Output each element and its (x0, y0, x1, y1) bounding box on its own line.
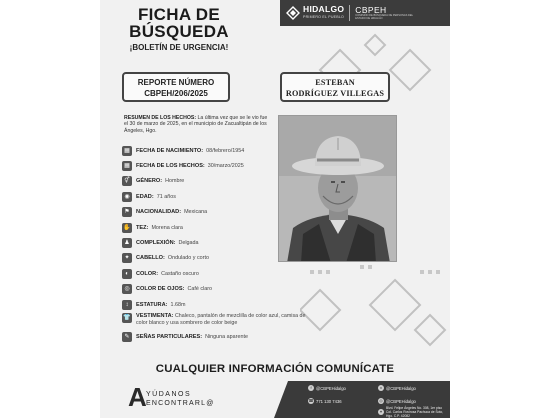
phone-icon: ☎ (308, 398, 314, 403)
field-value: Café claro (187, 286, 213, 293)
field-clothing (122, 312, 312, 329)
help-logo-letter: A (128, 382, 147, 412)
social-handle: @CBPEHidalgo (316, 385, 346, 391)
skin-icon: ✋ (123, 224, 131, 231)
field-value: 71 años (156, 193, 176, 200)
contact-instagram[interactable] (378, 398, 416, 404)
report-number: CBPEH/206/2025 (144, 89, 208, 98)
field-label: ESTATURA: (136, 301, 168, 308)
field-label: COMPLEXIÓN: (136, 240, 176, 247)
marks-icon: ✎ (122, 332, 132, 342)
help-logo-line-1: YÚDANOS (146, 391, 192, 398)
ayudanos-encontrarla-logo (128, 383, 218, 413)
field-label: FECHA DE LOS HECHOS: (136, 163, 205, 170)
field-value: Ondulado y corto (167, 255, 209, 262)
field-label: COLOR: (136, 270, 159, 277)
title-block (100, 6, 258, 52)
gender-icon: ⚥ (122, 176, 132, 186)
social-x[interactable] (378, 385, 416, 391)
government-logo-bar (280, 0, 450, 26)
x-icon: x (380, 385, 382, 390)
report-number-badge (122, 72, 230, 102)
urgency-subtitle: ¡BOLETÍN DE URGENCIA! (129, 43, 229, 52)
contact-address (378, 406, 448, 418)
logo-cbpeh-fullname: COMISIÓN DE BÚSQUEDA DE PERSONAS DEL ESTADO DE HIDALGO (355, 13, 413, 20)
help-logo-line-2: ENCONTRARL@ (146, 400, 215, 407)
search-bulletin-poster (100, 0, 450, 418)
field-value: Hombre (165, 178, 185, 185)
person-last-names: RODRÍGUEZ VILLEGAS (285, 89, 385, 98)
title-line-2: BÚSQUEDA (129, 22, 229, 41)
contact-panel (288, 381, 450, 418)
hair-icon: ✦ (122, 253, 132, 263)
social-handle: @CBPEHidalgo (386, 385, 416, 391)
hidalgo-emblem-icon (286, 6, 300, 20)
person-photo-illustration (279, 116, 397, 262)
field-label: SEÑAS PARTICULARES: (136, 334, 203, 341)
clothing-text-block (136, 313, 306, 326)
field-value: Chaleco, pantalón de mezclilla de color azul, camisa de color blanco y usa sombrero de color beige (136, 313, 306, 326)
body-icon: ♟ (122, 238, 132, 248)
eye-icon: ◎ (122, 284, 132, 294)
phone-number: 771 130 7436 (316, 398, 342, 404)
person-first-name: ESTEBAN (315, 78, 355, 87)
field-label: TEZ: (136, 224, 149, 231)
title-line-1: FICHA DE (137, 5, 221, 24)
person-name-badge (280, 72, 390, 102)
shirt-icon: 👕 (123, 315, 131, 322)
facebook-icon: f (308, 385, 314, 391)
field-value: 1.68m (170, 301, 186, 308)
field-value: 08/febrero/1954 (206, 147, 245, 154)
missing-person-photo (278, 115, 397, 262)
contact-phone[interactable] (308, 398, 342, 404)
social-handle: @CBPEHidalgo (386, 398, 416, 404)
field-label: COLOR DE OJOS: (136, 286, 185, 293)
field-label: GÉNERO: (136, 178, 163, 185)
location-pin-icon: ⌖ (379, 409, 383, 414)
field-eye-color (122, 282, 312, 297)
field-height (122, 297, 312, 312)
poster-footer (100, 381, 450, 418)
calendar-icon: ▦ (122, 146, 132, 156)
field-value: Morena clara (151, 224, 183, 231)
height-icon: ↕ (122, 300, 132, 310)
report-label: REPORTE NÚMERO (137, 78, 215, 87)
field-label: NACIONALIDAD: (136, 209, 182, 216)
address-text: Blvd. Felipe Ángeles No. 308, 1er piso Col. Carlos Rovirosa Pachuca de Soto, Hgo. C.P. 42082 (386, 406, 444, 418)
summary-label: RESUMEN DE LOS HECHOS: (124, 115, 197, 121)
field-value: Mexicana (184, 209, 208, 216)
field-distinguishing-marks (122, 329, 312, 344)
incident-summary (124, 115, 272, 134)
field-label: EDAD: (136, 193, 154, 200)
field-label: CABELLO: (136, 255, 165, 262)
field-label: FECHA DE NACIMIENTO: (136, 147, 204, 154)
field-value: Castaño oscuro (161, 270, 199, 277)
summary-text: La última vez que se le vio fue el 30 de marzo de 2025, en el municipio de Zacualtipán de los Ángeles, Hgo. (124, 115, 268, 134)
flag-icon: ⚑ (122, 207, 132, 217)
social-facebook[interactable] (308, 385, 346, 391)
calendar-icon: ▦ (122, 161, 132, 171)
field-value: Delgada (178, 240, 199, 247)
instagram-icon: ◎ (379, 398, 383, 403)
logo-primero-el-pueblo: PRIMERO EL PUEBLO (303, 15, 345, 19)
field-label: VESTIMENTA: (136, 313, 174, 320)
logo-divider (349, 5, 350, 21)
contact-panel-wedge (274, 381, 288, 418)
contact-call-to-action: CUALQUIER INFORMACIÓN COMUNÍCATE (155, 363, 395, 375)
field-hair-color (122, 266, 312, 281)
logo-hidalgo: HIDALGO (303, 4, 345, 14)
color-icon: ◐ (122, 269, 132, 279)
field-value: 30/marzo/2025 (207, 163, 244, 170)
logo-cbpeh: CBPEH (355, 4, 387, 15)
age-icon: ◉ (122, 192, 132, 202)
field-value: Ninguna aparente (205, 334, 248, 341)
